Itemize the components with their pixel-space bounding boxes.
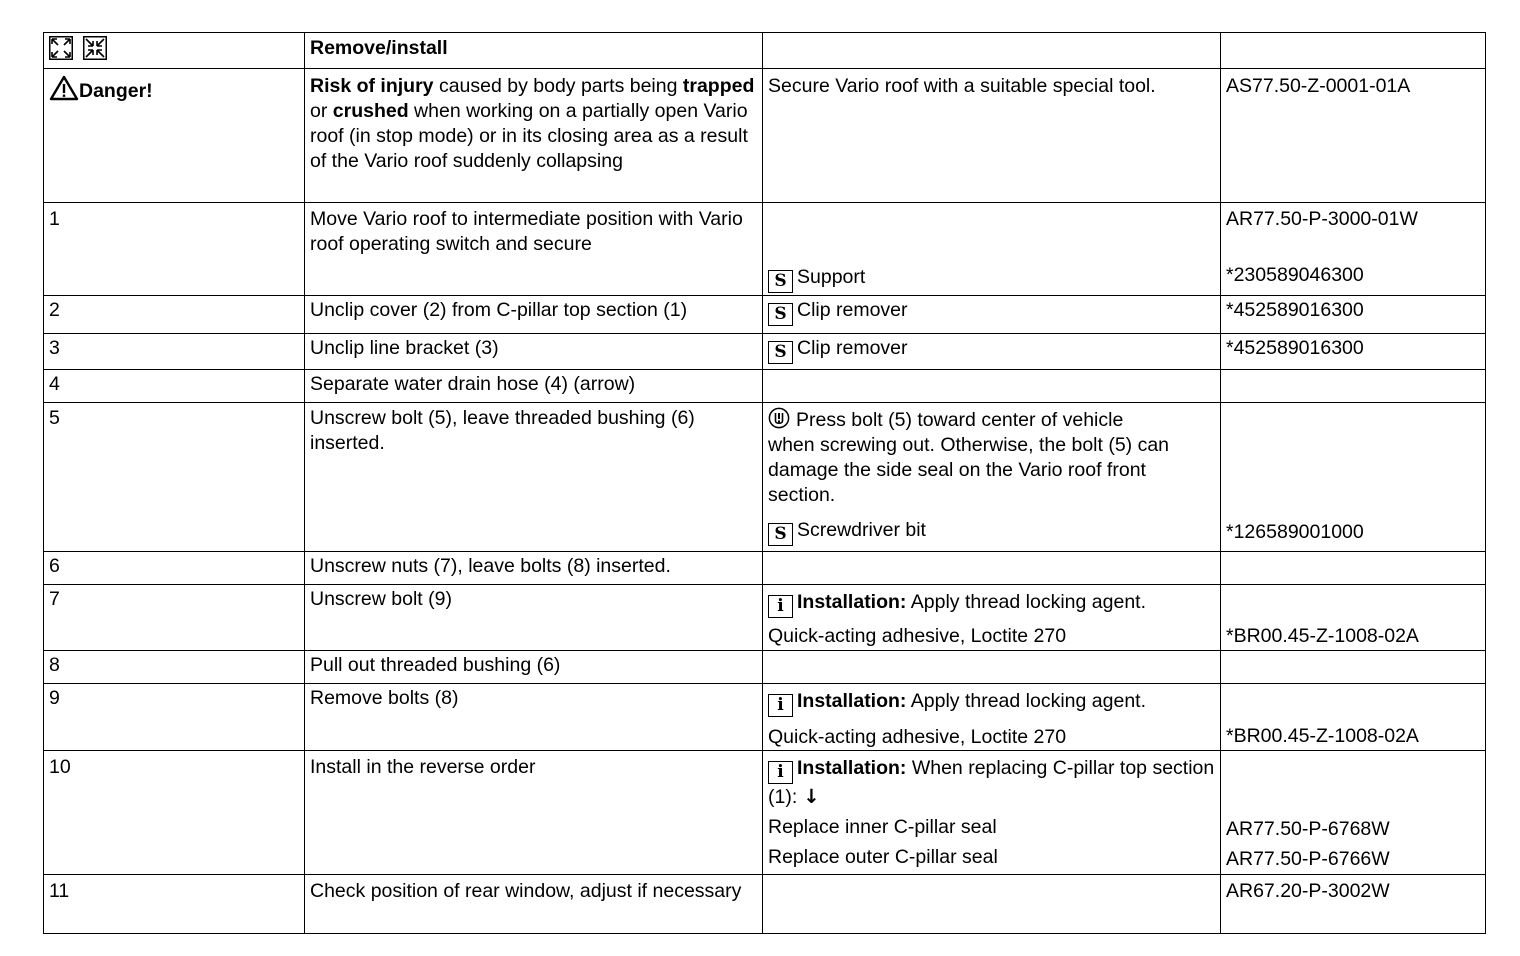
danger-text-1: caused by body parts being — [433, 75, 683, 97]
step-number: 2 — [44, 296, 305, 334]
step-tool-cell — [763, 334, 1221, 370]
table-row — [44, 370, 1486, 403]
step-action: Install in the reverse order — [305, 751, 763, 875]
step-number: 5 — [44, 403, 305, 552]
install-line — [768, 756, 1216, 810]
step-tool-cell — [763, 296, 1221, 334]
step-empty-3 — [763, 370, 1221, 403]
ref-link[interactable]: AR67.20-P-3002W — [1226, 880, 1390, 902]
step-empty-3 — [763, 875, 1221, 934]
install-label: Installation: — [797, 591, 907, 613]
step-number: 9 — [44, 684, 305, 751]
note-first: Press bolt (5) toward center of vehicle — [796, 409, 1124, 431]
step-tool-cell — [763, 203, 1221, 296]
step-number: 3 — [44, 334, 305, 370]
ref-link[interactable]: AR77.50-P-6768W — [1226, 818, 1390, 840]
step-ref-cell: *452589016300 — [1221, 296, 1486, 334]
install-text: Apply thread locking agent. — [906, 591, 1147, 613]
table-row — [44, 403, 1486, 552]
note-line — [768, 407, 1216, 433]
special-tool-icon: S — [768, 270, 793, 293]
header-empty-4 — [1221, 33, 1486, 69]
step-number: 1 — [44, 203, 305, 296]
tool-number: *230589046300 — [1226, 264, 1364, 286]
danger-label: Danger! — [79, 80, 153, 102]
table-row — [44, 296, 1486, 334]
table-row — [44, 552, 1486, 585]
table-row — [44, 585, 1486, 651]
danger-text-3: when working on a partially open Vario roof (in stop mode) or in its closing area as a result of the Vario roof suddenly collapsing — [310, 100, 748, 172]
danger-measure-cell — [763, 69, 1221, 203]
info-icon: i — [768, 595, 793, 618]
step-ref-cell: *126589001000 — [1221, 403, 1486, 552]
danger-text-cell — [305, 69, 763, 203]
step-action: Move Vario roof to intermediate position with Vario roof operating switch and secure — [305, 203, 763, 296]
step-number: 11 — [44, 875, 305, 934]
install-line — [768, 590, 1216, 618]
procedure-table — [43, 32, 1486, 934]
danger-bold-3: crushed — [332, 100, 409, 122]
table-row — [44, 875, 1486, 934]
table-row — [44, 651, 1486, 684]
info-icon: i — [768, 694, 793, 717]
install-line — [768, 689, 1216, 717]
step-ref-cell — [1221, 585, 1486, 651]
step-ref-cell — [1221, 875, 1486, 934]
warning-triangle-icon — [49, 75, 79, 101]
step-empty-4 — [1221, 651, 1486, 684]
ref-link[interactable]: *BR00.45-Z-1008-02A — [1226, 625, 1419, 647]
special-tool-icon: S — [768, 341, 793, 364]
table-row — [44, 334, 1486, 370]
step-install-cell — [763, 684, 1221, 751]
step-empty-3 — [763, 552, 1221, 585]
material-line: Quick-acting adhesive, Loctite 270 — [768, 726, 1067, 748]
arrow-down-icon: ↓ — [803, 785, 820, 808]
table-row — [44, 751, 1486, 875]
step-action: Unclip line bracket (3) — [305, 334, 763, 370]
step-empty-4 — [1221, 552, 1486, 585]
collapse-icon[interactable] — [83, 36, 107, 60]
table-row — [44, 684, 1486, 751]
special-tool-icon: S — [768, 523, 793, 546]
header-empty-3 — [763, 33, 1221, 69]
step-install-cell — [763, 751, 1221, 875]
install-text: Apply thread locking agent. — [906, 690, 1147, 712]
install-label: Installation: — [797, 757, 907, 779]
special-tool-icon: S — [768, 303, 793, 326]
danger-ref-link[interactable]: AS77.50-Z-0001-01A — [1226, 75, 1411, 97]
step-action: Remove bolts (8) — [305, 684, 763, 751]
step-empty-4 — [1221, 370, 1486, 403]
step-action: Pull out threaded bushing (6) — [305, 651, 763, 684]
danger-measure: Secure Vario roof with a suitable special tool. — [768, 75, 1156, 97]
danger-text-2: or — [310, 100, 333, 122]
info-icon: i — [768, 761, 793, 784]
danger-bold-2: trapped — [682, 75, 755, 97]
step-ref-cell — [1221, 684, 1486, 751]
table-row — [44, 203, 1486, 296]
install-text: When replacing C-pillar top section (1): — [768, 757, 1215, 808]
danger-ref-cell — [1221, 69, 1486, 203]
sub-step: Replace outer C-pillar seal — [768, 846, 998, 868]
tool-label: Clip remover — [797, 337, 908, 359]
header-icons-cell — [44, 33, 305, 69]
install-label: Installation: — [797, 690, 907, 712]
step-number: 8 — [44, 651, 305, 684]
tool-label: Screwdriver bit — [797, 519, 926, 541]
step-ref-cell: *452589016300 — [1221, 334, 1486, 370]
danger-row — [44, 69, 1486, 203]
danger-label-cell — [44, 69, 305, 203]
step-number: 4 — [44, 370, 305, 403]
material-line: Quick-acting adhesive, Loctite 270 — [768, 625, 1067, 647]
note-icon — [768, 407, 790, 429]
step-number: 10 — [44, 751, 305, 875]
step-number: 6 — [44, 552, 305, 585]
ref-link[interactable]: AR77.50-P-6766W — [1226, 848, 1390, 870]
step-action: Separate water drain hose (4) (arrow) — [305, 370, 763, 403]
sub-step: Replace inner C-pillar seal — [768, 816, 997, 838]
step-note-cell — [763, 403, 1221, 552]
step-ref-cell — [1221, 203, 1486, 296]
header-row — [44, 33, 1486, 69]
tool-label: Clip remover — [797, 299, 908, 321]
tool-line — [768, 518, 1216, 546]
step-empty-3 — [763, 651, 1221, 684]
header-title: Remove/install — [305, 33, 763, 69]
ref-link[interactable]: AR77.50-P-3000-01W — [1226, 208, 1418, 230]
note-rest: when screwing out. Otherwise, the bolt (5) can damage the side seal on the Vario roof front section. — [768, 434, 1170, 506]
step-action: Unclip cover (2) from C-pillar top section (1) — [305, 296, 763, 334]
tool-label: Support — [797, 266, 866, 288]
step-number: 7 — [44, 585, 305, 651]
danger-bold-1: Risk of injury — [310, 75, 434, 97]
step-action: Unscrew bolt (5), leave threaded bushing (6) inserted. — [305, 403, 763, 552]
ref-link[interactable]: *BR00.45-Z-1008-02A — [1226, 725, 1419, 747]
step-action: Unscrew nuts (7), leave bolts (8) inserted. — [305, 552, 763, 585]
step-action: Unscrew bolt (9) — [305, 585, 763, 651]
step-ref-cell — [1221, 751, 1486, 875]
step-install-cell — [763, 585, 1221, 651]
expand-icon[interactable] — [49, 36, 73, 60]
step-action: Check position of rear window, adjust if necessary — [305, 875, 763, 934]
